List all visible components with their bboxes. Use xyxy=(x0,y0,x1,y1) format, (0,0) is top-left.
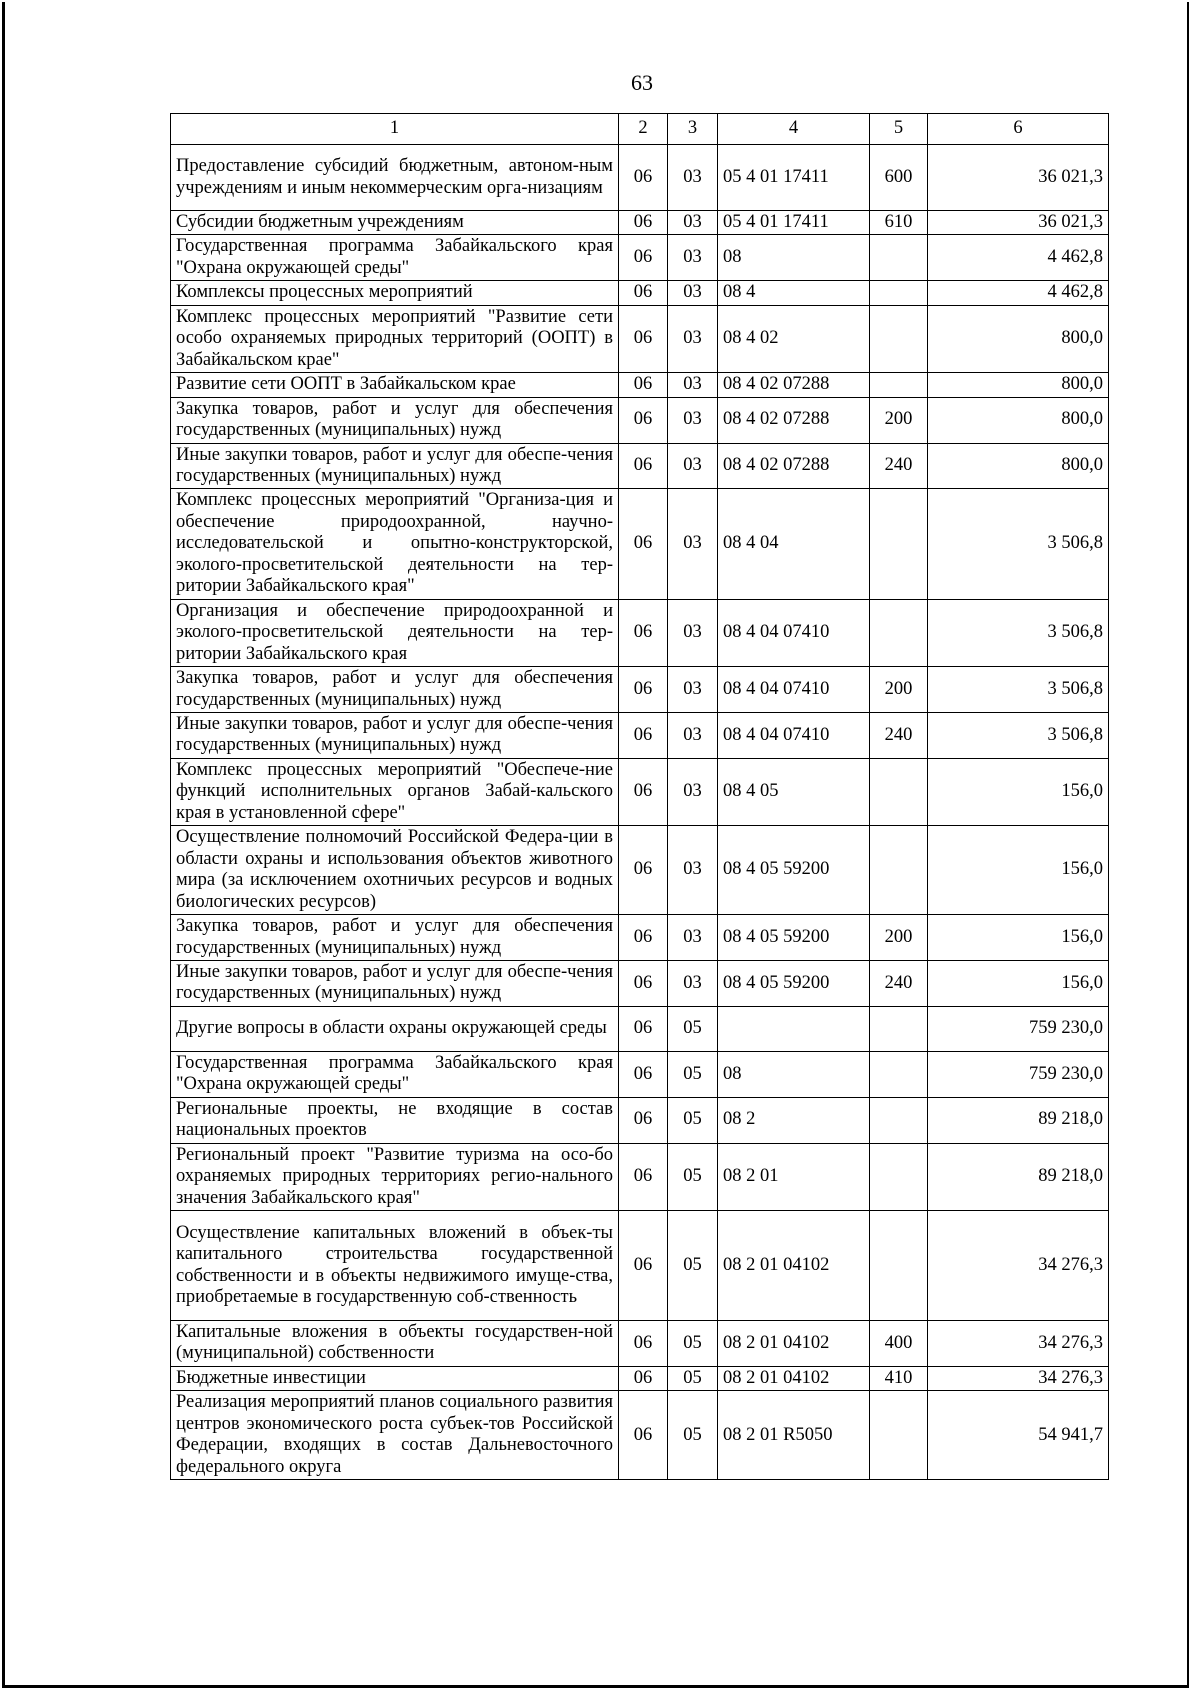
row-section: 06 xyxy=(619,235,668,281)
row-subsection: 03 xyxy=(668,667,718,713)
table-row xyxy=(171,373,1109,397)
row-amount: 156,0 xyxy=(928,915,1109,961)
row-subsection: 03 xyxy=(668,826,718,915)
row-name: Комплекс процессных мероприятий "Развитие сети особо охраняемых природных территорий (ООПТ) в Забайкальском крае" xyxy=(171,305,619,372)
table-row xyxy=(171,145,1109,211)
row-target-code: 08 4 05 59200 xyxy=(718,915,870,961)
row-section: 06 xyxy=(619,712,668,758)
row-section: 06 xyxy=(619,281,668,305)
row-expense-type: 200 xyxy=(870,915,928,961)
header-col-5: 5 xyxy=(870,114,928,145)
row-subsection: 05 xyxy=(668,1143,718,1210)
row-amount: 800,0 xyxy=(928,397,1109,443)
row-expense-type xyxy=(870,373,928,397)
row-amount: 4 462,8 xyxy=(928,235,1109,281)
row-name: Закупка товаров, работ и услуг для обеспечения государственных (муниципальных) нужд xyxy=(171,667,619,713)
row-expense-type xyxy=(870,281,928,305)
row-section: 06 xyxy=(619,1097,668,1143)
row-subsection: 03 xyxy=(668,915,718,961)
table-row xyxy=(171,667,1109,713)
row-amount: 3 506,8 xyxy=(928,667,1109,713)
row-section: 06 xyxy=(619,1006,668,1051)
row-subsection: 03 xyxy=(668,211,718,235)
row-expense-type xyxy=(870,1051,928,1097)
row-section: 06 xyxy=(619,373,668,397)
row-expense-type xyxy=(870,1006,928,1051)
row-amount: 800,0 xyxy=(928,373,1109,397)
row-expense-type xyxy=(870,1211,928,1321)
row-name: Региональные проекты, не входящие в состав национальных проектов xyxy=(171,1097,619,1143)
row-section: 06 xyxy=(619,1366,668,1390)
row-amount: 156,0 xyxy=(928,826,1109,915)
row-subsection: 03 xyxy=(668,443,718,489)
row-section: 06 xyxy=(619,1391,668,1480)
table-row xyxy=(171,712,1109,758)
row-subsection: 03 xyxy=(668,599,718,666)
row-target-code: 08 4 04 07410 xyxy=(718,712,870,758)
header-col-1: 1 xyxy=(171,114,619,145)
table-header-row xyxy=(171,114,1109,145)
row-section: 06 xyxy=(619,667,668,713)
table-row xyxy=(171,1211,1109,1321)
row-section: 06 xyxy=(619,145,668,211)
row-name: Иные закупки товаров, работ и услуг для обеспе-чения государственных (муниципальных) нужд xyxy=(171,960,619,1006)
table-row xyxy=(171,599,1109,666)
row-subsection: 05 xyxy=(668,1321,718,1367)
row-section: 06 xyxy=(619,826,668,915)
row-section: 06 xyxy=(619,489,668,599)
row-amount: 54 941,7 xyxy=(928,1391,1109,1480)
row-target-code: 08 2 01 04102 xyxy=(718,1366,870,1390)
row-section: 06 xyxy=(619,1321,668,1367)
row-expense-type xyxy=(870,235,928,281)
row-subsection: 05 xyxy=(668,1366,718,1390)
row-section: 06 xyxy=(619,305,668,372)
table-row xyxy=(171,915,1109,961)
row-amount: 36 021,3 xyxy=(928,211,1109,235)
row-amount: 3 506,8 xyxy=(928,489,1109,599)
row-expense-type xyxy=(870,1391,928,1480)
row-expense-type: 400 xyxy=(870,1321,928,1367)
row-target-code: 08 4 05 59200 xyxy=(718,960,870,1006)
row-target-code: 08 2 xyxy=(718,1097,870,1143)
table-row xyxy=(171,1143,1109,1210)
row-subsection: 05 xyxy=(668,1211,718,1321)
table-row xyxy=(171,1366,1109,1390)
row-target-code: 08 2 01 04102 xyxy=(718,1211,870,1321)
row-name: Комплекс процессных мероприятий "Обеспече-ние функций исполнительных органов Забай-кальского края в установленной сфере" xyxy=(171,758,619,825)
row-amount: 34 276,3 xyxy=(928,1211,1109,1321)
row-target-code: 08 4 04 07410 xyxy=(718,599,870,666)
row-subsection: 05 xyxy=(668,1391,718,1480)
table-row xyxy=(171,758,1109,825)
row-section: 06 xyxy=(619,960,668,1006)
row-section: 06 xyxy=(619,211,668,235)
header-col-2: 2 xyxy=(619,114,668,145)
row-section: 06 xyxy=(619,1051,668,1097)
row-amount: 759 230,0 xyxy=(928,1051,1109,1097)
header-col-6: 6 xyxy=(928,114,1109,145)
row-amount: 4 462,8 xyxy=(928,281,1109,305)
row-section: 06 xyxy=(619,443,668,489)
row-name: Закупка товаров, работ и услуг для обеспечения государственных (муниципальных) нужд xyxy=(171,397,619,443)
page-number: 63 xyxy=(631,70,653,95)
row-subsection: 05 xyxy=(668,1051,718,1097)
row-target-code: 08 4 02 07288 xyxy=(718,397,870,443)
row-expense-type: 200 xyxy=(870,397,928,443)
row-name: Комплексы процессных мероприятий xyxy=(171,281,619,305)
row-target-code: 08 4 xyxy=(718,281,870,305)
row-target-code: 05 4 01 17411 xyxy=(718,145,870,211)
row-amount: 800,0 xyxy=(928,305,1109,372)
row-target-code: 08 2 01 xyxy=(718,1143,870,1210)
row-name: Развитие сети ООПТ в Забайкальском крае xyxy=(171,373,619,397)
table-row xyxy=(171,489,1109,599)
row-target-code: 05 4 01 17411 xyxy=(718,211,870,235)
row-name: Осуществление капитальных вложений в объек-ты капитального строительства государственной собственности и в объекты недвижимого имуще-ства, приобретаемые в государственную соб-ственность xyxy=(171,1211,619,1321)
row-target-code: 08 4 02 xyxy=(718,305,870,372)
row-expense-type: 240 xyxy=(870,443,928,489)
row-expense-type xyxy=(870,758,928,825)
row-expense-type: 600 xyxy=(870,145,928,211)
row-target-code: 08 4 02 07288 xyxy=(718,373,870,397)
row-amount: 89 218,0 xyxy=(928,1143,1109,1210)
row-subsection: 03 xyxy=(668,235,718,281)
row-name: Предоставление субсидий бюджетным, автоном-ным учреждениям и иным некоммерческим орга-низациям xyxy=(171,145,619,211)
row-name: Организация и обеспечение природоохранной и эколого-просветительской деятельности на тер-ритории Забайкальского края xyxy=(171,599,619,666)
row-name: Государственная программа Забайкальского края "Охрана окружающей среды" xyxy=(171,1051,619,1097)
row-subsection: 05 xyxy=(668,1097,718,1143)
budget-table xyxy=(170,113,1109,1480)
row-name: Государственная программа Забайкальского края "Охрана окружающей среды" xyxy=(171,235,619,281)
row-name: Осуществление полномочий Российской Федера-ции в области охраны и использования объектов животного мира (за исключением охотничьих ресурсов и водных биологических ресурсов) xyxy=(171,826,619,915)
row-subsection: 03 xyxy=(668,373,718,397)
row-expense-type: 610 xyxy=(870,211,928,235)
row-amount: 759 230,0 xyxy=(928,1006,1109,1051)
row-name: Комплекс процессных мероприятий "Организа-ция и обеспечение природоохранной, научно-исследовательской и опытно-конструкторской, эколого-просветительской деятельности на тер-ритории Забайкальского края" xyxy=(171,489,619,599)
header-col-3: 3 xyxy=(668,114,718,145)
row-amount: 89 218,0 xyxy=(928,1097,1109,1143)
row-name: Субсидии бюджетным учреждениям xyxy=(171,211,619,235)
row-name: Капитальные вложения в объекты государствен-ной (муниципальной) собственности xyxy=(171,1321,619,1367)
row-expense-type xyxy=(870,489,928,599)
row-target-code: 08 2 01 04102 xyxy=(718,1321,870,1367)
table-row xyxy=(171,281,1109,305)
table-row xyxy=(171,397,1109,443)
table-row xyxy=(171,1391,1109,1480)
row-section: 06 xyxy=(619,758,668,825)
row-subsection: 03 xyxy=(668,712,718,758)
row-expense-type xyxy=(870,599,928,666)
row-expense-type xyxy=(870,1143,928,1210)
row-target-code: 08 4 02 07288 xyxy=(718,443,870,489)
row-name: Закупка товаров, работ и услуг для обеспечения государственных (муниципальных) нужд xyxy=(171,915,619,961)
row-expense-type: 200 xyxy=(870,667,928,713)
row-section: 06 xyxy=(619,397,668,443)
row-name: Иные закупки товаров, работ и услуг для обеспе-чения государственных (муниципальных) нужд xyxy=(171,443,619,489)
row-section: 06 xyxy=(619,1143,668,1210)
row-expense-type: 240 xyxy=(870,960,928,1006)
row-expense-type xyxy=(870,1097,928,1143)
row-target-code: 08 4 05 59200 xyxy=(718,826,870,915)
row-target-code: 08 2 01 R5050 xyxy=(718,1391,870,1480)
row-target-code: 08 4 04 07410 xyxy=(718,667,870,713)
row-amount: 34 276,3 xyxy=(928,1321,1109,1367)
row-target-code: 08 4 05 xyxy=(718,758,870,825)
row-subsection: 03 xyxy=(668,145,718,211)
table-row xyxy=(171,1051,1109,1097)
row-section: 06 xyxy=(619,599,668,666)
row-amount: 156,0 xyxy=(928,758,1109,825)
table-row xyxy=(171,960,1109,1006)
row-amount: 3 506,8 xyxy=(928,599,1109,666)
row-name: Бюджетные инвестиции xyxy=(171,1366,619,1390)
table-row xyxy=(171,1321,1109,1367)
row-subsection: 03 xyxy=(668,489,718,599)
row-name: Иные закупки товаров, работ и услуг для обеспе-чения государственных (муниципальных) нужд xyxy=(171,712,619,758)
row-amount: 3 506,8 xyxy=(928,712,1109,758)
row-subsection: 03 xyxy=(668,281,718,305)
row-amount: 156,0 xyxy=(928,960,1109,1006)
table-row xyxy=(171,826,1109,915)
row-subsection: 03 xyxy=(668,758,718,825)
row-name: Реализация мероприятий планов социального развития центров экономического роста субъек-тов Российской Федерации, входящих в состав Дальневосточного федерального округа xyxy=(171,1391,619,1480)
row-amount: 36 021,3 xyxy=(928,145,1109,211)
table-row xyxy=(171,1006,1109,1051)
row-expense-type: 410 xyxy=(870,1366,928,1390)
row-amount: 34 276,3 xyxy=(928,1366,1109,1390)
row-expense-type xyxy=(870,305,928,372)
table-row xyxy=(171,443,1109,489)
table-row xyxy=(171,305,1109,372)
row-target-code: 08 xyxy=(718,235,870,281)
row-target-code: 08 4 04 xyxy=(718,489,870,599)
row-subsection: 03 xyxy=(668,305,718,372)
row-subsection: 03 xyxy=(668,960,718,1006)
row-name: Региональный проект "Развитие туризма на осо-бо охраняемых природных территориях регио-нального значения Забайкальского края" xyxy=(171,1143,619,1210)
row-amount: 800,0 xyxy=(928,443,1109,489)
row-expense-type xyxy=(870,826,928,915)
row-section: 06 xyxy=(619,915,668,961)
row-target-code: 08 xyxy=(718,1051,870,1097)
table-row xyxy=(171,211,1109,235)
row-section: 06 xyxy=(619,1211,668,1321)
table-row xyxy=(171,235,1109,281)
row-subsection: 03 xyxy=(668,397,718,443)
table-row xyxy=(171,1097,1109,1143)
row-expense-type: 240 xyxy=(870,712,928,758)
header-col-4: 4 xyxy=(718,114,870,145)
row-name: Другие вопросы в области охраны окружающей среды xyxy=(171,1006,619,1051)
row-target-code xyxy=(718,1006,870,1051)
row-subsection: 05 xyxy=(668,1006,718,1051)
